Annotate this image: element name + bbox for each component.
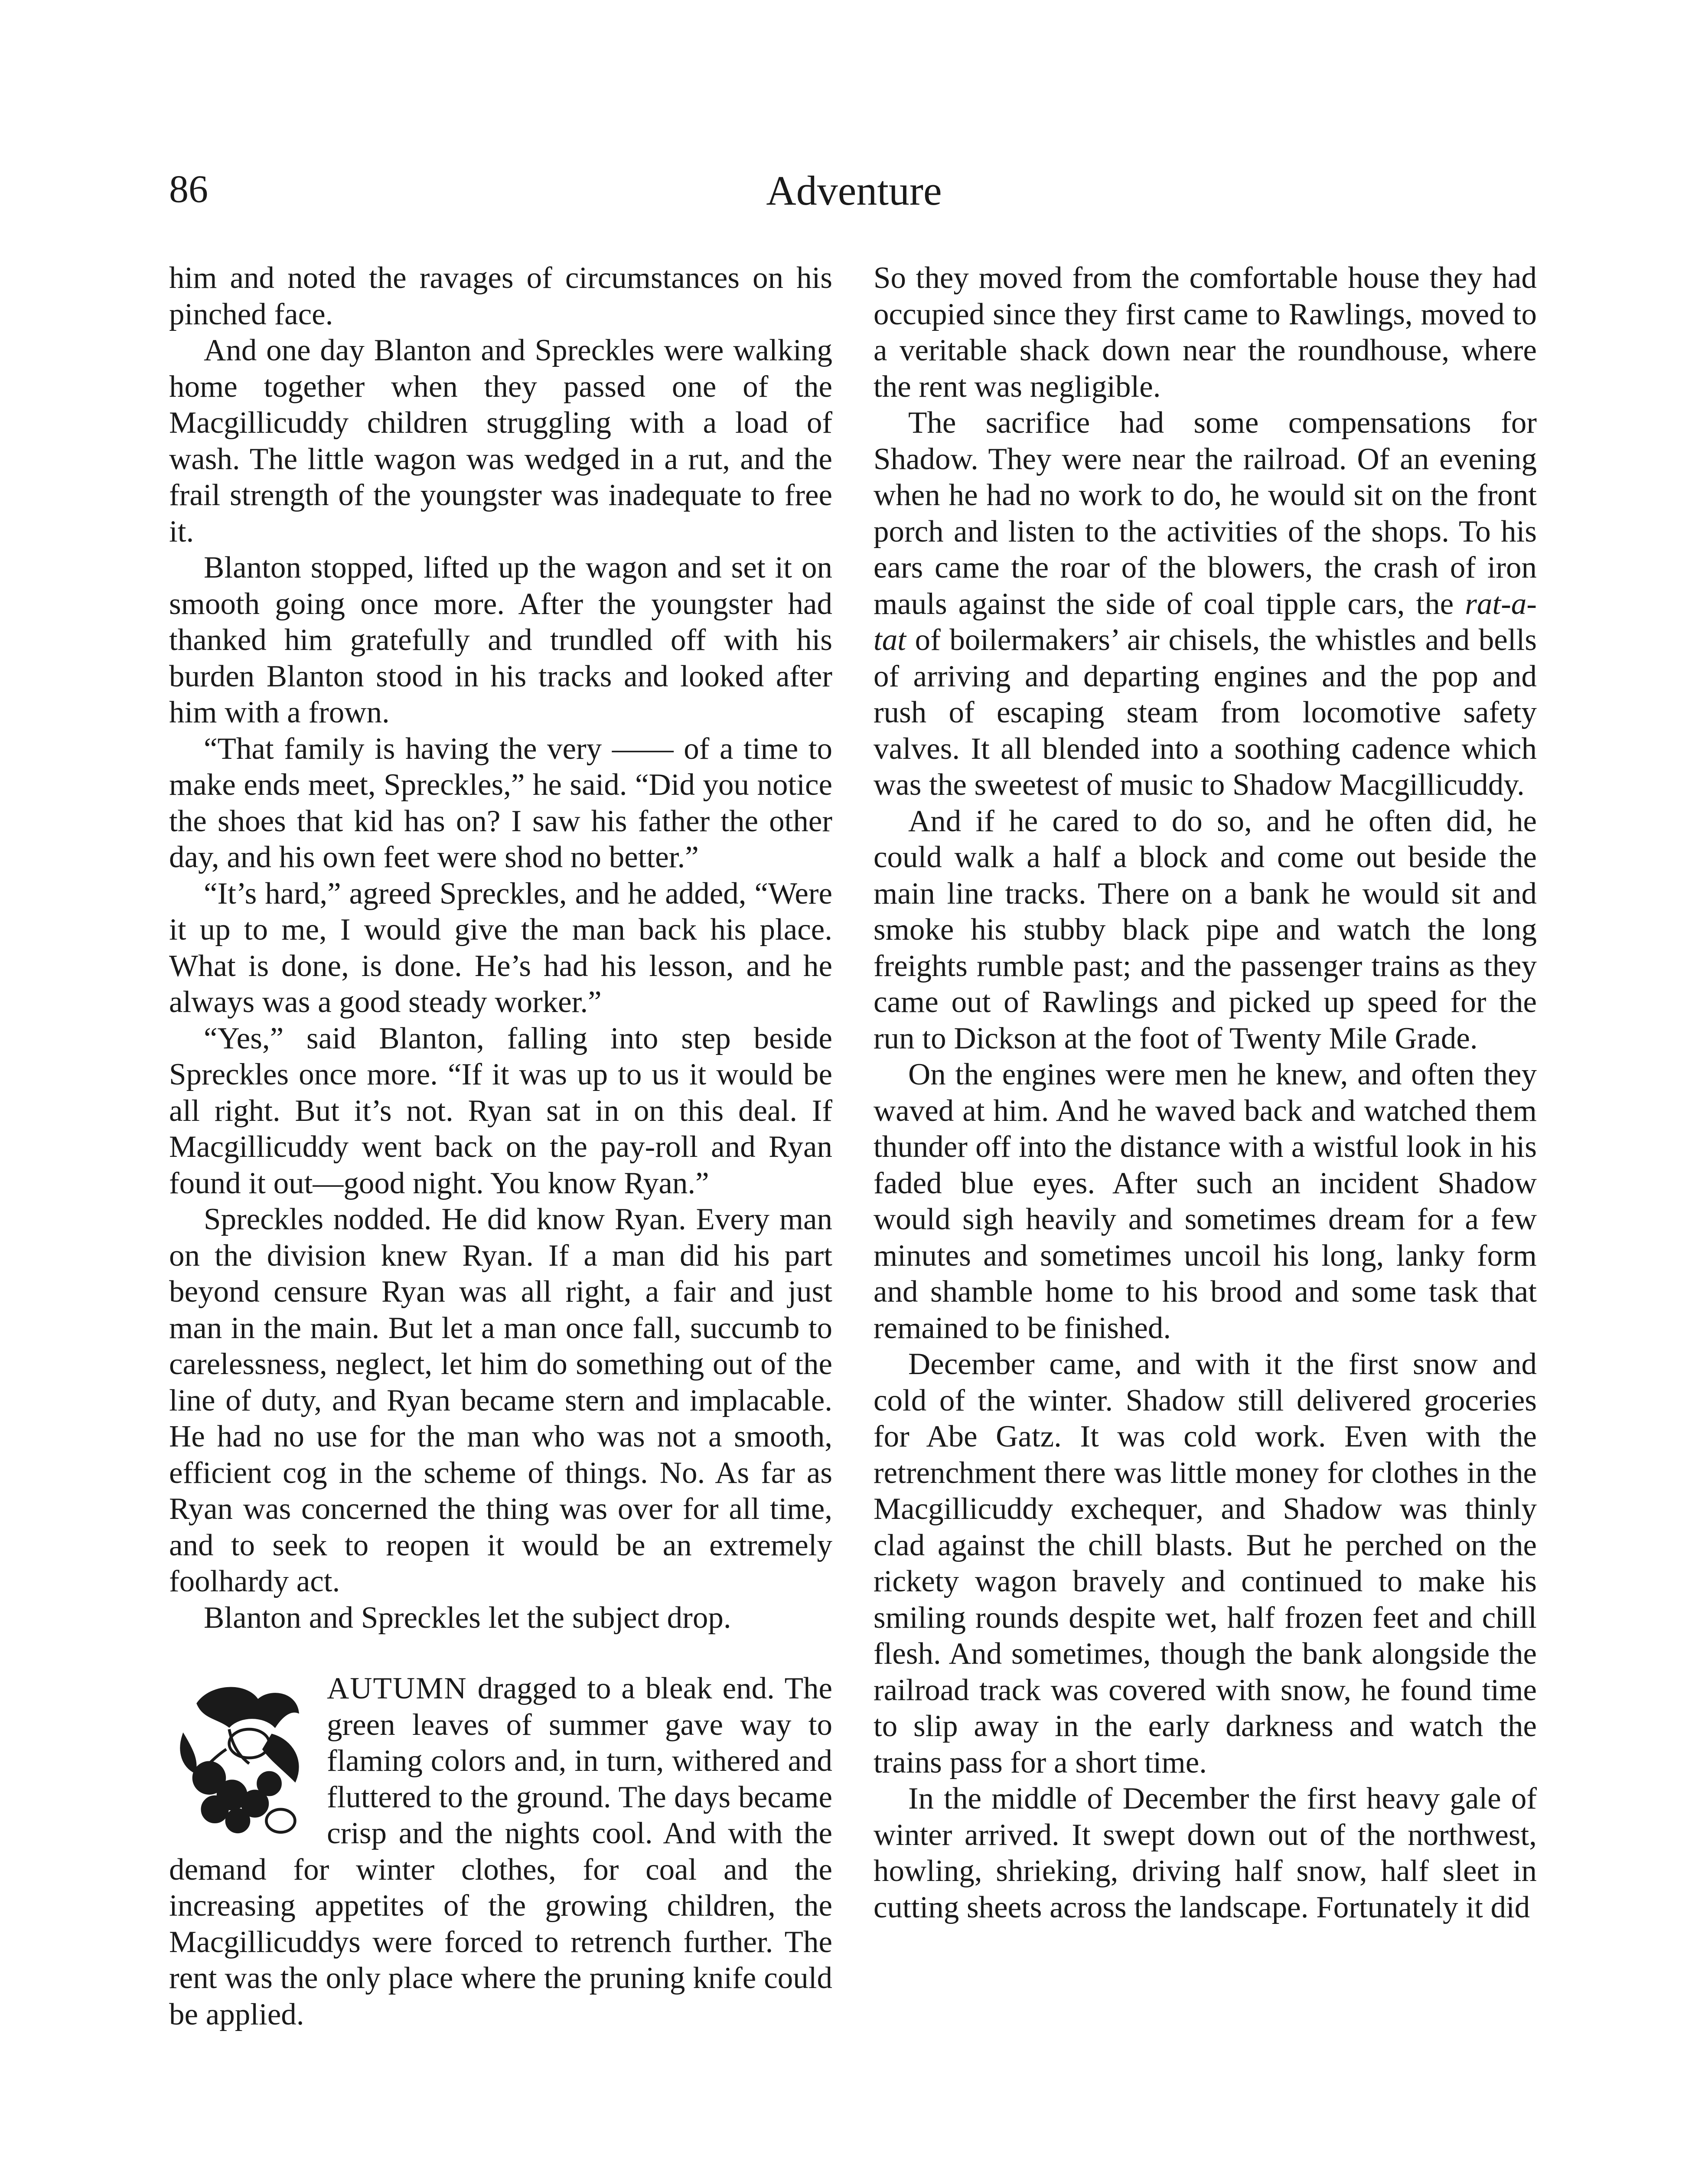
paragraph xyxy=(874,405,1537,803)
paragraph: And if he cared to do so, and he often did, he could walk a half a block and come out beside the main line tracks. There on a bank he would sit and smoke his stubby black pipe and watch the long freights rumble past; and the passenger trains as they came out of Rawlings and picked up speed for the run to Dickson at the foot of Twenty Mile Grade. xyxy=(874,804,1537,1055)
paragraph-text: The sacrifice had some compensations for Shadow. They were near the railroad. Of an evening when he had no work to do, he would sit on the front porch and listen to the activities of the shops. To his ears came the roar of the blowers, the crash of iron mauls against the side of coal tipple cars, the xyxy=(874,406,1537,621)
paragraph: So they moved from the comfortable house they had occupied since they first came to Rawlings, moved to a veritable shack down near the roundhouse, where the rent was negligible. xyxy=(874,261,1537,404)
autumn-ornament-icon xyxy=(169,1678,312,1842)
right-column xyxy=(874,260,1537,1926)
paragraph: “That family is having the very —— of a time to make ends meet, Spreckles,” he said. “Did you notice the shoes that kid has on? I saw his father the other day, and his own feet were shod no better.” xyxy=(169,731,832,874)
paragraph: In the middle of December the first heavy gale of winter arrived. It swept down out of the northwest, howling, shrieking, driving half snow, half sleet in cutting sheets across the landscape. Fortunately it did xyxy=(874,1782,1537,1924)
paragraph: Blanton stopped, lifted up the wagon and set it on smooth going once more. After the youngster had thanked him gratefully and trundled off with his burden Blanton stood in his tracks and looked after him with a frown. xyxy=(169,551,832,729)
paragraph: Blanton and Spreckles let the subject drop. xyxy=(204,1600,731,1635)
paragraph-text: dragged to a bleak end. The green leaves of summer gave way to flaming colors and, in turn, withered and fluttered to the ground. The days became crisp and the nights cool. And with the demand for winter clothes, for coal and the increasing appetites of the growing children, the Macgillicuddys were forced to retrench further. The rent was the only place where the pruning knife could be applied. xyxy=(169,1672,832,2031)
page-number: 86 xyxy=(169,168,208,211)
section-break xyxy=(169,1636,832,1671)
paragraph: December came, and with it the first snow and cold of the winter. Shadow still delivered groceries for Abe Gatz. It was cold work. Even with the retrenchment there was little money for clothes in the Macgillicuddy exchequer, and Shadow was thinly clad against the chill blasts. But he perched on the rickety wagon bravely and continued to make his smiling rounds despite wet, half frozen feet and chill flesh. And sometimes, though the bank alongside the railroad track was covered with snow, he found time to slip away in the early darkness and watch the trains pass for a short time. xyxy=(874,1347,1537,1779)
left-column xyxy=(169,260,832,2033)
paragraph: him and noted the ravages of circumstances on his pinched face. xyxy=(169,261,832,331)
paragraph: Spreckles nodded. He did know Ryan. Every man on the division knew Ryan. If a man did his part beyond censure Ryan was all right, a fair and just man in the main. But let a man once fall, succumb to carelessness, neglect, let him do something out of the line of duty, and Ryan became stern and implacable. He had no use for the man who was not a smooth, efficient cog in the scheme of things. No. As far as Ryan was concerned the thing was over for all time, and to seek to reopen it would be an extremely foolhardy act. xyxy=(169,1202,832,1598)
paragraph: “It’s hard,” agreed Spreckles, and he added, “Were it up to me, I would give the man back his place. What is done, is done. He’s had his lesson, and he always was a good steady worker.” xyxy=(169,876,832,1019)
paragraph: And one day Blanton and Spreckles were walking home together when they passed one of the Macgillicuddy children struggling with a load of wash. The little wagon was wedged in a rut, and the frail strength of the youngster was inadequate to free it. xyxy=(169,333,832,549)
section-lead-word: AUTUMN xyxy=(327,1672,467,1705)
paragraph: On the engines were men he knew, and often they waved at him. And he waved back and watched them thunder off into the distance with a wistful look in his faded blue eyes. After such an incident Shadow would sigh heavily and sometimes dream for a few minutes and sometimes uncoil his long, lanky form and shamble home to his brood and some task that remained to be finished. xyxy=(874,1058,1537,1345)
paragraph: “Yes,” said Blanton, falling into step beside Spreckles once more. “If it was up to us it would be all right. But it’s not. Ryan sat in on this deal. If Macgillicuddy went back on the pay-roll and Ryan found it out—good night. You know Ryan.” xyxy=(169,1021,832,1200)
paragraph-text: of boilermakers’ air chisels, the whistles and bells of arriving and departing engines and the pop and rush of escaping steam from locomotive safety valves. It all blended into a soothing cadence which was the sweetest of music to Shadow Macgillicuddy. xyxy=(874,623,1537,802)
page-header xyxy=(169,167,1539,231)
italic-phrase: rat-a-tat xyxy=(874,587,1537,657)
running-title: Adventure xyxy=(766,167,942,214)
